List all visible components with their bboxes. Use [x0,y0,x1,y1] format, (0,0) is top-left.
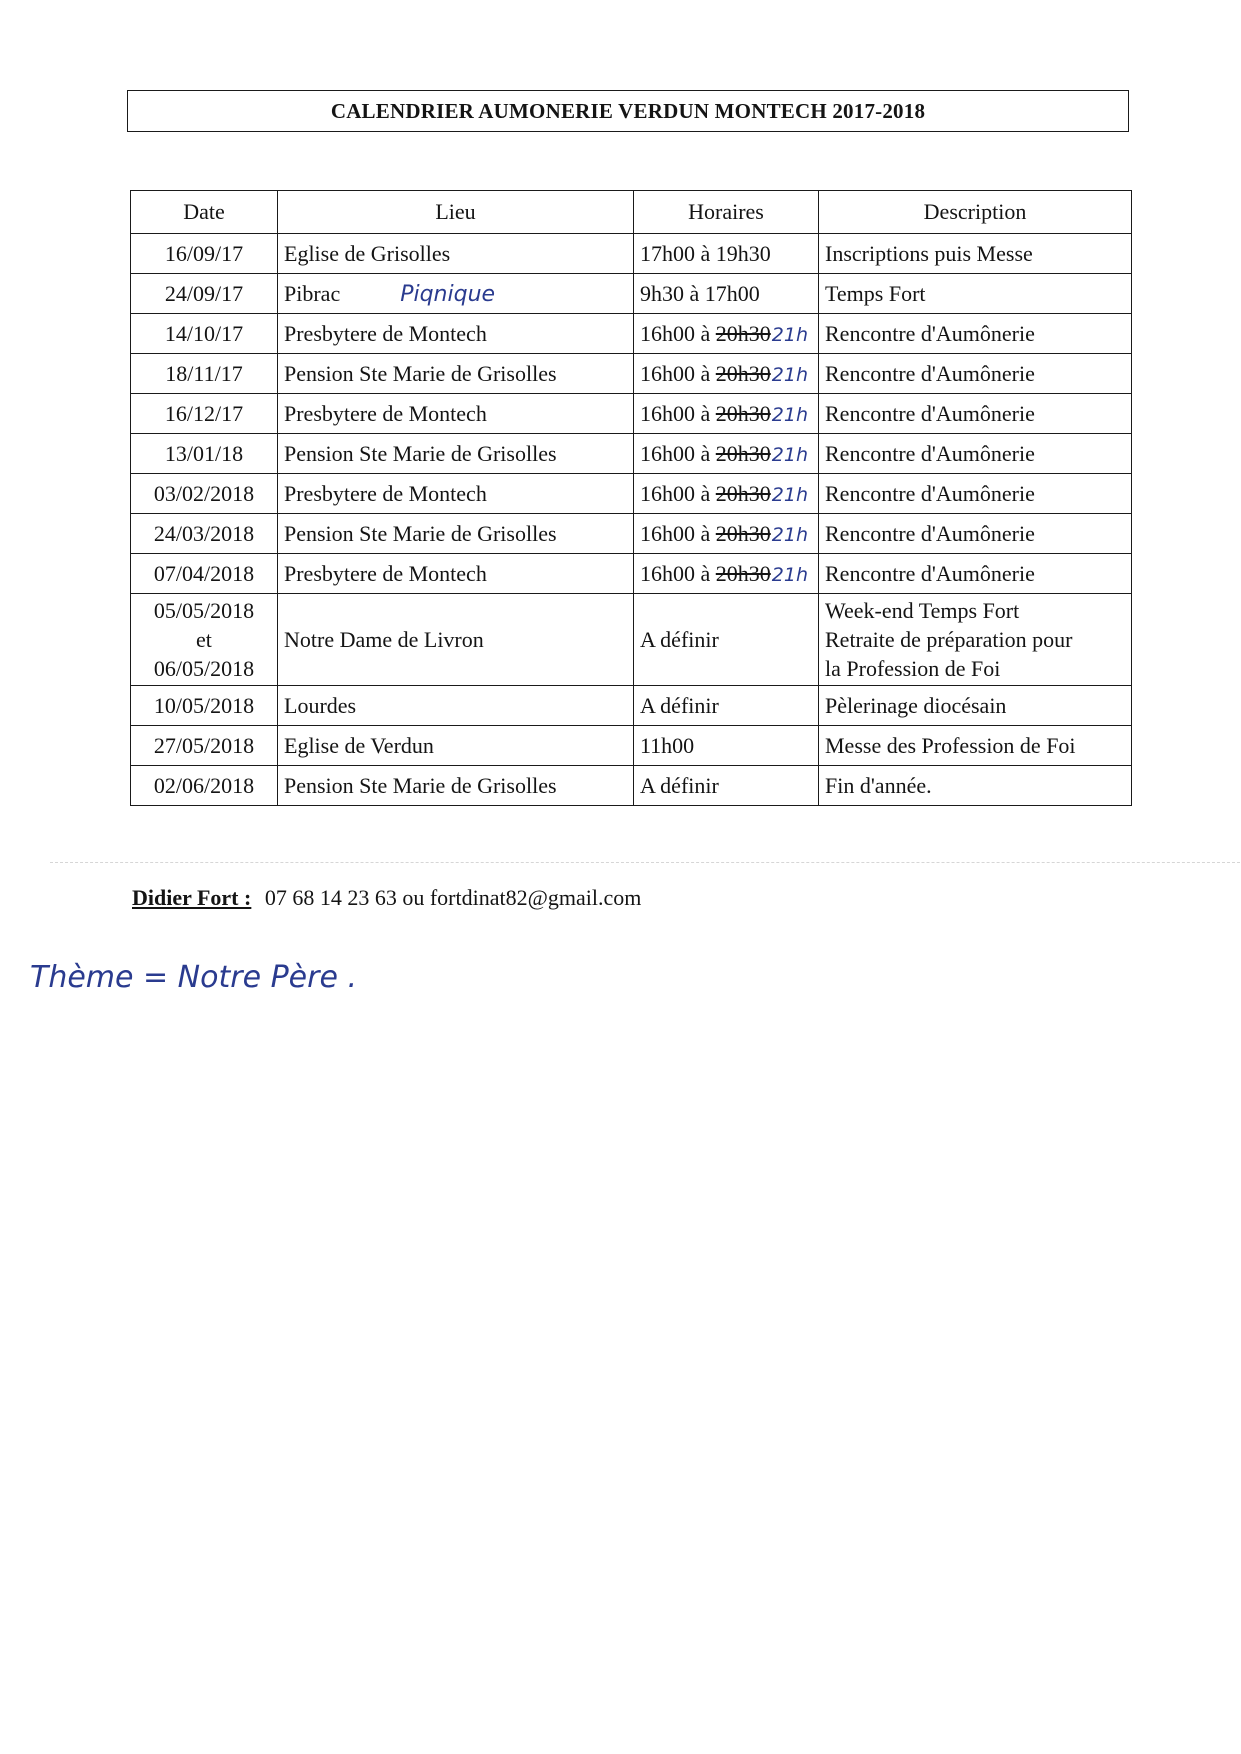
description-line: Week-end Temps Fort [825,598,1020,623]
cell-date: 16/09/17 [131,234,278,274]
lieu-text: Presbytere de Montech [284,560,487,586]
cell-date: 13/01/18 [131,434,278,474]
description-line: la Profession de Foi [825,656,1001,681]
table-row [131,234,1132,274]
lieu-text: Pension Ste Marie de Grisolles [284,440,557,466]
date-line: et [196,627,212,652]
table-row [131,726,1132,766]
cell-horaires [634,234,819,274]
cell-description: Rencontre d'Aumônerie [819,434,1132,474]
cell-lieu [278,554,634,594]
cell-lieu [278,234,634,274]
struck-time: 20h30 [715,560,771,586]
struck-time: 20h30 [715,360,771,386]
struck-time: 20h30 [715,320,771,346]
cell-date: 14/10/17 [131,314,278,354]
table-row [131,274,1132,314]
time-text: 16h00 à [640,480,716,506]
cell-lieu: Notre Dame de Livron [278,594,634,686]
header-lieu: Lieu [278,191,634,234]
time-text: 16h00 à [640,560,716,586]
contact-line [132,885,641,911]
cell-date: 07/04/2018 [131,554,278,594]
table-row [131,394,1132,434]
cell-description: Fin d'année. [819,766,1132,806]
handwritten-time: 21h [771,523,808,546]
date-line: 06/05/2018 [153,656,255,681]
handwritten-lieu-note: Piqnique [400,281,496,307]
cell-lieu [278,474,634,514]
handwritten-time: 21h [771,363,808,386]
cell-lieu [278,354,634,394]
cell-horaires [634,474,819,514]
calendar-table [130,190,1132,806]
header-description: Description [819,191,1132,234]
time-text: 16h00 à [640,400,716,426]
lieu-text: Presbytere de Montech [284,480,487,506]
lieu-text: Eglise de Grisolles [284,240,451,266]
cell-lieu [278,314,634,354]
cell-horaires: A définir [634,766,819,806]
cell-lieu: Lourdes [278,686,634,726]
contact-name: Didier Fort : [132,885,252,910]
cell-description: Messe des Profession de Foi [819,726,1132,766]
struck-time: 20h30 [715,480,771,506]
handwritten-time: 21h [771,443,808,466]
cell-date [131,594,278,686]
cell-lieu: Eglise de Verdun [278,726,634,766]
cell-date: 18/11/17 [131,354,278,394]
cell-lieu: Pension Ste Marie de Grisolles [278,766,634,806]
table-row [131,354,1132,394]
table-row [131,554,1132,594]
time-text: 16h00 à [640,520,716,546]
cell-date: 10/05/2018 [131,686,278,726]
table-row [131,514,1132,554]
handwritten-time: 21h [771,403,808,426]
date-line: 05/05/2018 [153,598,255,623]
cell-date: 24/03/2018 [131,514,278,554]
cell-description: Rencontre d'Aumônerie [819,394,1132,434]
table-row [131,434,1132,474]
time-text: 9h30 à 17h00 [640,280,760,306]
handwritten-time: 21h [771,323,808,346]
cell-date: 16/12/17 [131,394,278,434]
time-text: 17h00 à 19h30 [640,240,771,266]
cell-horaires: A définir [634,686,819,726]
lieu-text: Pibrac [284,280,341,306]
cell-description: Rencontre d'Aumônerie [819,314,1132,354]
time-text: 16h00 à [640,360,716,386]
struck-time: 20h30 [715,520,771,546]
cell-description: Rencontre d'Aumônerie [819,354,1132,394]
cell-horaires: 11h00 [634,726,819,766]
contact-details: 07 68 14 23 63 ou fortdinat82@gmail.com [264,885,642,910]
handwritten-theme-note: Thème = Notre Père . [30,960,357,995]
handwritten-time: 21h [771,483,808,506]
table-row [131,314,1132,354]
table-header-row [131,191,1132,234]
cell-horaires [634,274,819,314]
table-row [131,686,1132,726]
cell-lieu [278,274,634,314]
cell-horaires: A définir [634,594,819,686]
cell-horaires [634,434,819,474]
cell-horaires [634,394,819,434]
header-horaires: Horaires [634,191,819,234]
cell-horaires [634,554,819,594]
table-row [131,474,1132,514]
cell-lieu [278,394,634,434]
title-box [127,90,1129,132]
lieu-text: Presbytere de Montech [284,400,487,426]
time-text: 16h00 à [640,320,716,346]
table-row [131,766,1132,806]
cell-description: Pèlerinage diocésain [819,686,1132,726]
handwritten-time: 21h [771,563,808,586]
cell-horaires [634,354,819,394]
lieu-text: Presbytere de Montech [284,320,487,346]
cell-date: 27/05/2018 [131,726,278,766]
document-title: CALENDRIER AUMONERIE VERDUN MONTECH 2017-2018 [330,98,926,123]
cell-date: 24/09/17 [131,274,278,314]
cell-description: Temps Fort [819,274,1132,314]
cell-date: 02/06/2018 [131,766,278,806]
cell-horaires [634,514,819,554]
lieu-text: Pension Ste Marie de Grisolles [284,520,557,546]
cell-description: Inscriptions puis Messe [819,234,1132,274]
struck-time: 20h30 [715,440,771,466]
cell-description: Rencontre d'Aumônerie [819,514,1132,554]
cell-description: Rencontre d'Aumônerie [819,474,1132,514]
table-body [131,234,1132,806]
cell-lieu [278,514,634,554]
table-row [131,594,1132,686]
cell-description [819,594,1132,686]
lieu-text: Pension Ste Marie de Grisolles [284,360,557,386]
time-text: 16h00 à [640,440,716,466]
cell-lieu [278,434,634,474]
struck-time: 20h30 [715,400,771,426]
description-line: Retraite de préparation pour [825,627,1073,652]
header-date: Date [131,191,278,234]
cell-description: Rencontre d'Aumônerie [819,554,1132,594]
cell-horaires [634,314,819,354]
scan-line [50,862,1240,863]
cell-date: 03/02/2018 [131,474,278,514]
